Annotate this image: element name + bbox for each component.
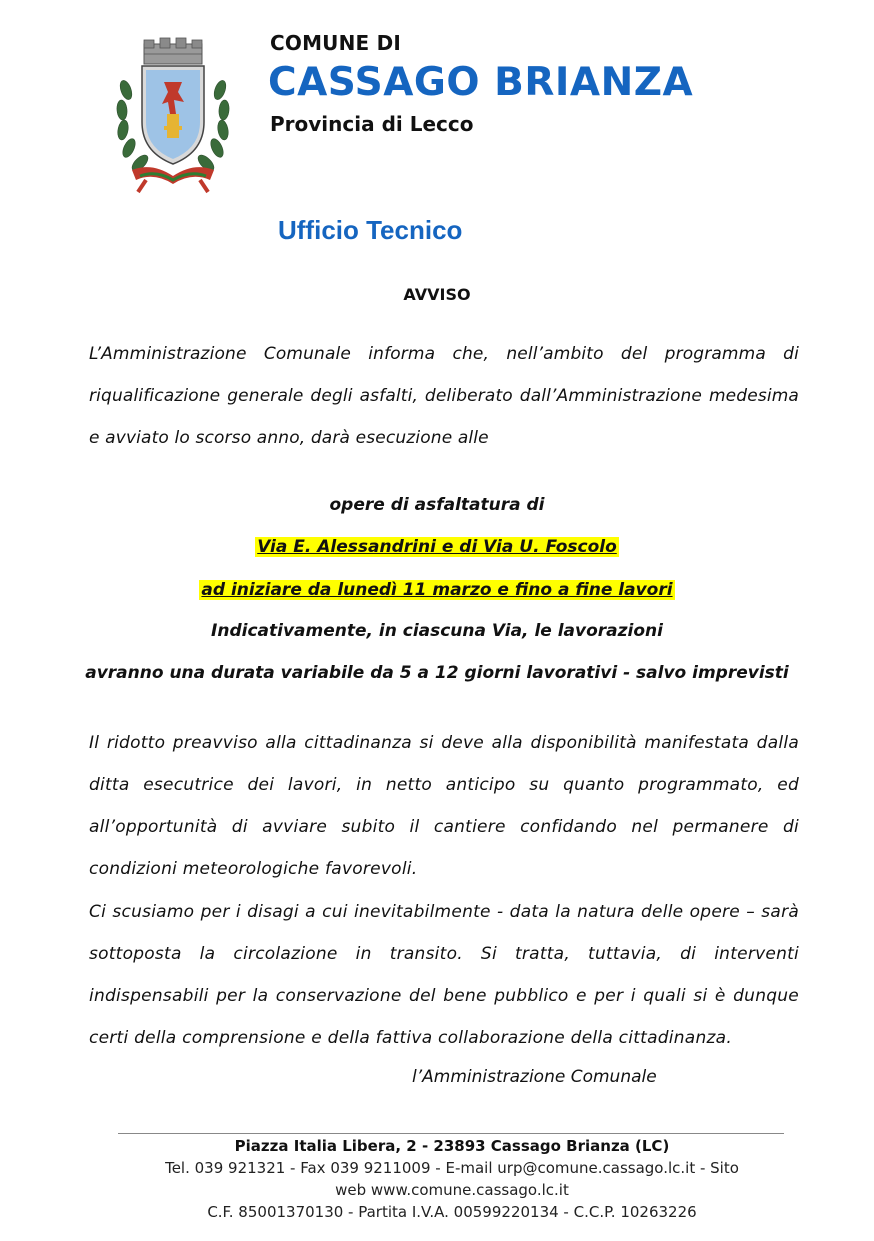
notice-apology-paragraph: Ci scusiamo per i disagi a cui inevitabilmente - data la natura delle opere – sarà sottoposta la circolazione in transito. Si tratta, tuttavia, di interventi indispensabili per la conservazione del bene pubblico e per i quali si è dunque certi della comprensione e della fattiva collaborazione della cittadinanza. bbox=[89, 902, 799, 1048]
dates-line bbox=[0, 580, 874, 600]
dates-highlight: ad iniziare da lunedì 11 marzo e fino a fine lavori bbox=[201, 580, 673, 600]
works-line: opere di asfaltatura di bbox=[329, 495, 545, 515]
streets-highlight: Via E. Alessandrini e di Via U. Foscolo bbox=[257, 537, 617, 557]
header-comune-label: COMUNE DI bbox=[270, 31, 402, 55]
signature: l’Amministrazione Comunale bbox=[412, 1067, 657, 1087]
office-title: Ufficio Tecnico bbox=[278, 215, 463, 245]
header-town-name: CASSAGO BRIANZA bbox=[268, 60, 694, 105]
header-province: Provincia di Lecco bbox=[270, 112, 474, 136]
municipal-coat-of-arms-icon bbox=[112, 30, 234, 195]
notice-explanation-paragraph: Il ridotto preavviso alla cittadinanza si deve alla disponibilità manifestata dalla ditta esecutrice dei lavori, in netto anticipo su quanto programmato, ed all’opportunità di avviare subito il cantiere confidando nel permanere di condizioni meteorologiche favorevoli. bbox=[89, 733, 799, 879]
streets-line bbox=[0, 537, 874, 557]
notice-title: AVVISO bbox=[403, 285, 471, 304]
footer-fiscal-info: C.F. 85001370130 - Partita I.V.A. 00599220134 - C.C.P. 10263226 bbox=[207, 1203, 697, 1221]
duration-line-2: avranno una durata variabile da 5 a 12 giorni lavorativi - salvo imprevisti bbox=[85, 663, 789, 683]
duration-line-1: Indicativamente, in ciascuna Via, le lavorazioni bbox=[211, 621, 663, 641]
footer-contacts: Tel. 039 921321 - Fax 039 9211009 - E-mail urp@comune.cassago.lc.it - Sito bbox=[165, 1159, 739, 1177]
notice-intro-paragraph: L’Amministrazione Comunale informa che, nell’ambito del programma di riqualificazione generale degli asfalti, deliberato dall’Amministrazione medesima e avviato lo scorso anno, darà esecuzione alle bbox=[89, 344, 799, 448]
footer-divider bbox=[118, 1133, 784, 1134]
footer-address: Piazza Italia Libera, 2 - 23893 Cassago Brianza (LC) bbox=[234, 1137, 670, 1155]
footer-website: web www.comune.cassago.lc.it bbox=[335, 1181, 569, 1199]
